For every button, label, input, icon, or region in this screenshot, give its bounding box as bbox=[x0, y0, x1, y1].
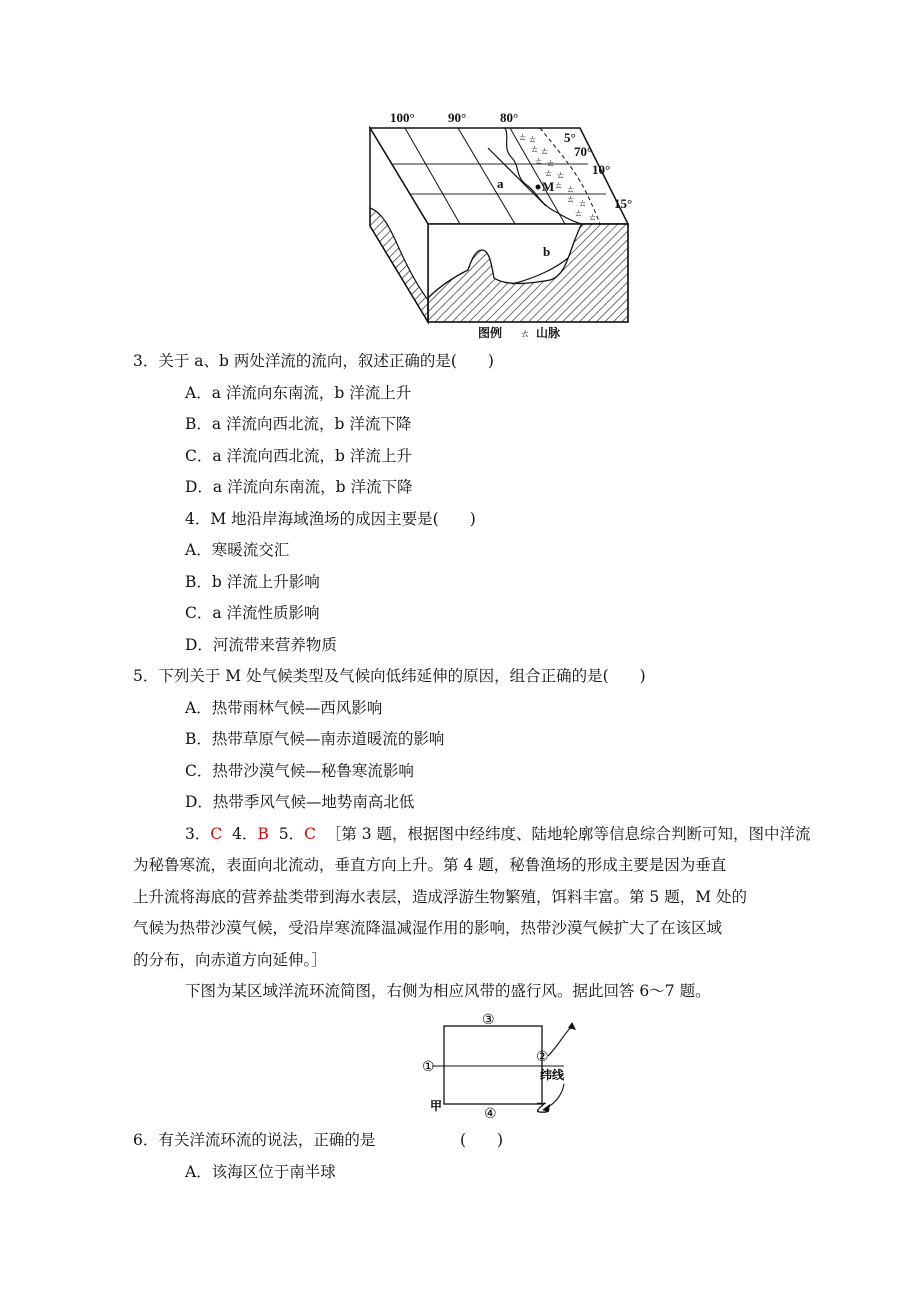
lat-5-label: 5° bbox=[564, 130, 576, 145]
svg-text:ㄊ: ㄊ bbox=[546, 159, 556, 169]
circle-1-label: ① bbox=[422, 1059, 435, 1075]
current-a-label: a bbox=[497, 176, 504, 191]
circle-3-label: ③ bbox=[482, 1012, 495, 1028]
svg-text:ㄊ: ㄊ bbox=[566, 195, 576, 205]
ocean-current-block-diagram bbox=[360, 108, 640, 340]
intro-q6-7: 下图为某区域洋流环流简图，右侧为相应风带的盛行风。据此回答 6～7 题。 bbox=[185, 982, 711, 1000]
lon-70-label: 70° bbox=[574, 144, 593, 159]
svg-text:ㄊ: ㄊ bbox=[530, 145, 540, 155]
q5-option-b: B．热带草原气候—南赤道暖流的影响 bbox=[185, 730, 445, 748]
q5-option-a: A．热带雨林气候—西风影响 bbox=[185, 699, 383, 717]
q3-stem: 3．关于 a、b 两处洋流的流向，叙述正确的是( ) bbox=[133, 352, 494, 370]
answer-q3-value: C bbox=[210, 825, 223, 843]
legend-title: 图例 bbox=[478, 326, 503, 340]
svg-text:ㄊ: ㄊ bbox=[574, 209, 584, 219]
q5-option-c: C．热带沙漠气候—秘鲁寒流影响 bbox=[185, 762, 414, 780]
circle-4-label: ④ bbox=[484, 1106, 497, 1122]
point-yi-label: 乙 bbox=[536, 1101, 549, 1115]
point-jia-label: 甲 bbox=[430, 1099, 443, 1113]
q3-option-d: D．a 洋流向东南流，b 洋流下降 bbox=[185, 478, 413, 496]
q4-option-a: A．寒暖流交汇 bbox=[185, 541, 290, 559]
answer-q4-value: B bbox=[257, 825, 269, 843]
svg-text:ㄊ: ㄊ bbox=[578, 199, 588, 209]
q4-option-c: C．a 洋流性质影响 bbox=[185, 604, 320, 622]
point-m-marker bbox=[536, 185, 541, 190]
answer-q4-number: 4． bbox=[232, 825, 258, 843]
current-b-label: b bbox=[543, 244, 551, 259]
answer-q5-number: 5． bbox=[278, 825, 305, 843]
q4-option-d: D．河流带来营养物质 bbox=[185, 636, 337, 654]
q6-answer-paren: ( ) bbox=[460, 1131, 504, 1149]
q3-option-a: A．a 洋流向东南流，b 洋流上升 bbox=[185, 384, 412, 402]
svg-text:ㄊ: ㄊ bbox=[556, 171, 566, 181]
answer-line-5: 的分布，向赤道方向延伸。］ bbox=[133, 951, 327, 969]
answer-q5-value: C bbox=[304, 825, 316, 843]
lat-15-label: 15° bbox=[614, 196, 633, 211]
point-m-label: M bbox=[542, 179, 555, 194]
answer-line-1 bbox=[185, 824, 811, 844]
latitude-line-label: 纬线 bbox=[540, 1068, 565, 1082]
svg-text:ㄊ: ㄊ bbox=[544, 169, 554, 179]
q5-option-d: D．热带季风气候—地势南高北低 bbox=[185, 793, 415, 811]
svg-text:ㄊ: ㄊ bbox=[588, 213, 598, 223]
lat-10-label: 10° bbox=[592, 162, 611, 177]
svg-text:ㄊ: ㄊ bbox=[528, 135, 538, 145]
svg-text:ㄊ: ㄊ bbox=[554, 181, 564, 191]
q4-stem: 4．M 地沿岸海域渔场的成因主要是( ) bbox=[185, 510, 476, 528]
lon-100-label: 100° bbox=[390, 110, 415, 125]
q3-option-b: B．a 洋流向西北流，b 洋流下降 bbox=[185, 415, 412, 433]
q5-stem: 5．下列关于 M 处气候类型及气候向低纬延伸的原因，组合正确的是( ) bbox=[133, 667, 646, 685]
svg-text:ㄊ: ㄊ bbox=[540, 147, 550, 157]
ocean-circulation-diagram bbox=[412, 1012, 592, 1122]
answer-q3-number: 3． bbox=[185, 825, 211, 843]
q6-option-a: A．该海区位于南半球 bbox=[185, 1163, 336, 1181]
lon-90-label: 90° bbox=[448, 110, 467, 125]
legend-mountain-icon: ㄊ bbox=[520, 329, 530, 340]
q3-option-c: C．a 洋流向西北流，b 洋流上升 bbox=[185, 447, 412, 465]
circle-2-label: ② bbox=[536, 1049, 549, 1065]
answer-explanation-start: ［第 3 题，根据图中经纬度、陆地轮廓等信息综合判断可知，图中洋流 bbox=[325, 825, 811, 843]
answer-line-4: 气候为热带沙漠气候，受沿岸寒流降温减湿作用的影响，热带沙漠气候扩大了在该区域 bbox=[133, 919, 723, 937]
answer-line-3: 上升流将海底的营养盐类带到海水表层，造成浮游生物繁殖，饵料丰富。第 5 题，M 处的 bbox=[133, 888, 748, 906]
q6-stem: 6．有关洋流环流的说法，正确的是 bbox=[133, 1131, 376, 1149]
legend-mountain-text: 山脉 bbox=[536, 326, 561, 340]
lon-80-label: 80° bbox=[500, 110, 519, 125]
svg-text:ㄊ: ㄊ bbox=[534, 157, 544, 167]
answer-line-2: 为秘鲁寒流，表面向北流动，垂直方向上升。第 4 题，秘鲁渔场的形成主要是因为垂直 bbox=[133, 856, 727, 874]
q4-option-b: B．b 洋流上升影响 bbox=[185, 573, 320, 591]
svg-text:ㄊ: ㄊ bbox=[566, 185, 576, 195]
svg-text:ㄊ: ㄊ bbox=[518, 133, 528, 143]
